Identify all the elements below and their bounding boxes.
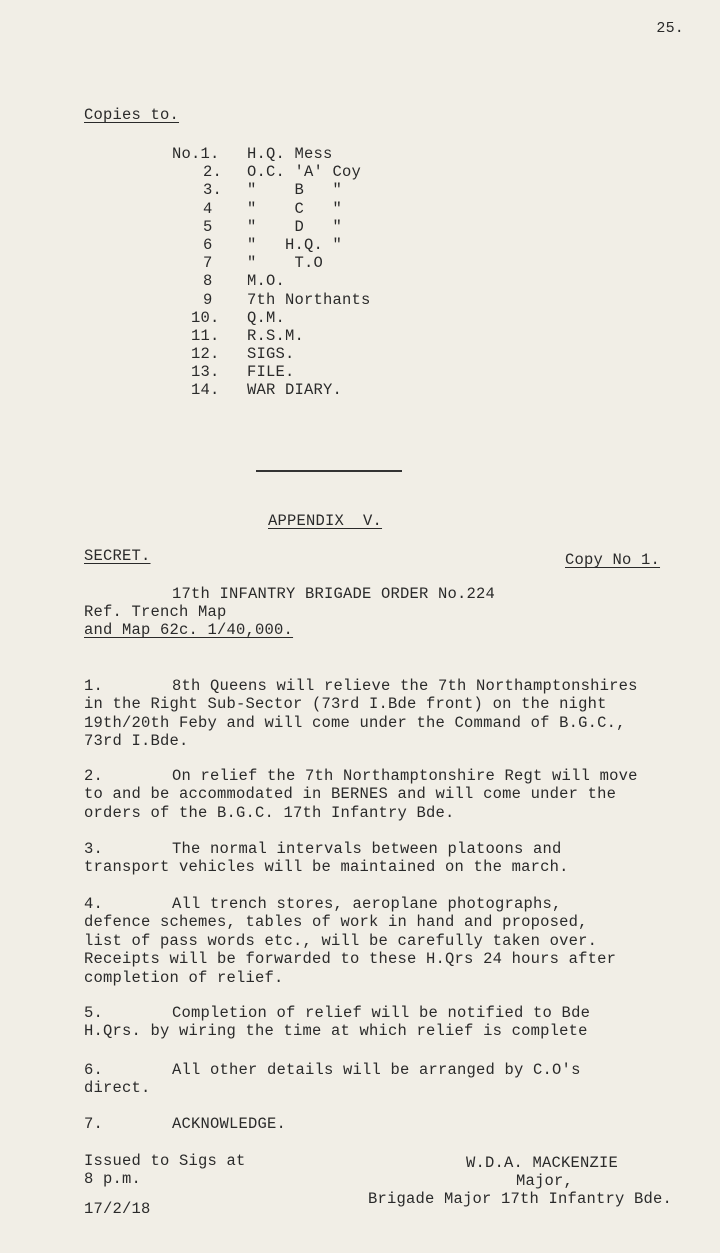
paragraph-number: 4. xyxy=(84,895,104,913)
paragraph-line: ACKNOWLEDGE. xyxy=(172,1115,287,1133)
copy-number: 13. xyxy=(191,363,220,382)
paragraph-number: 2. xyxy=(84,767,104,785)
copy-number: 9 xyxy=(203,290,213,309)
copy-number: 3. xyxy=(203,181,223,200)
paragraph-number: 1. xyxy=(84,677,104,695)
paragraph-line: defence schemes, tables of work in hand and proposed, xyxy=(84,913,588,932)
copies-heading: Copies to. xyxy=(84,106,180,124)
section-divider xyxy=(256,470,402,472)
copy-number: 4 xyxy=(203,199,213,218)
copy-number: 10. xyxy=(191,308,220,327)
paragraph-line: H.Qrs. by wiring the time at which relief is complete xyxy=(84,1022,588,1041)
paragraph-line: in the Right Sub-Sector (73rd I.Bde front) on the night xyxy=(84,695,607,714)
page-number: 25. xyxy=(656,20,684,37)
order-paragraph-1 xyxy=(84,677,714,751)
copy-recipient: H.Q. Mess xyxy=(247,145,333,163)
order-paragraph-3 xyxy=(84,840,714,877)
copy-number: 7 xyxy=(203,254,213,273)
copy-number: 6 xyxy=(203,235,213,254)
paragraph-line: On relief the 7th Northamptonshire Regt will move xyxy=(172,767,638,785)
paragraph-line: Completion of relief will be notified to Bde xyxy=(172,1004,591,1022)
map-reference-line-2: and Map 62c. 1/40,000. xyxy=(84,621,294,639)
classification-label: SECRET. xyxy=(84,547,151,565)
copy-recipient: R.S.M. xyxy=(247,326,305,345)
order-paragraph-4 xyxy=(84,895,714,987)
paragraph-line: completion of relief. xyxy=(84,968,284,987)
paragraph-line: to and be accommodated in BERNES and will come under the xyxy=(84,785,617,804)
paragraph-number: 3. xyxy=(84,840,104,858)
paragraph-line: transport vehicles will be maintained on the march. xyxy=(84,858,569,877)
map-reference-line-1: Ref. Trench Map xyxy=(84,603,227,621)
copy-recipient: " H.Q. " xyxy=(247,235,343,254)
copy-recipient: FILE. xyxy=(247,363,295,382)
issue-date: 17/2/18 xyxy=(84,1200,151,1218)
signatory-title: Brigade Major 17th Infantry Bde. xyxy=(368,1190,673,1208)
issued-to-line: Issued to Sigs at xyxy=(84,1152,246,1170)
copy-recipient: SIGS. xyxy=(247,345,295,364)
copy-number: 11. xyxy=(191,326,220,345)
signatory-name: W.D.A. MACKENZIE xyxy=(466,1154,619,1172)
order-paragraph-5 xyxy=(84,1004,714,1041)
order-title: 17th INFANTRY BRIGADE ORDER No.224 xyxy=(172,585,496,603)
copy-number: 5 xyxy=(203,217,213,236)
paragraph-number: 6. xyxy=(84,1061,104,1079)
copy-recipient: " B " xyxy=(247,181,343,200)
paragraph-line: 8th Queens will relieve the 7th Northamptonshires xyxy=(172,677,638,695)
copy-recipient: " T.O xyxy=(247,254,324,273)
paragraph-line: 73rd I.Bde. xyxy=(84,732,189,751)
paragraph-line: All other details will be arranged by C.O's xyxy=(172,1061,581,1079)
paragraph-number: 7. xyxy=(84,1115,104,1133)
copy-number: 8 xyxy=(203,272,213,291)
paragraph-line: All trench stores, aeroplane photographs, xyxy=(172,895,562,913)
copy-recipient: M.O. xyxy=(247,272,286,291)
order-paragraph-7 xyxy=(84,1115,714,1133)
signatory-rank: Major, xyxy=(516,1172,574,1190)
paragraph-line: list of pass words etc., will be carefully taken over. xyxy=(84,931,598,950)
appendix-title: APPENDIX V. xyxy=(268,512,383,530)
issued-time: 8 p.m. xyxy=(84,1170,142,1188)
paragraph-line: The normal intervals between platoons and xyxy=(172,840,562,858)
copy-number: No.1. xyxy=(172,145,220,163)
copy-recipient: Q.M. xyxy=(247,308,286,327)
copy-recipient: " C " xyxy=(247,199,343,218)
copy-number: 2. xyxy=(203,163,223,182)
copy-number: 14. xyxy=(191,381,220,400)
copy-recipient: WAR DIARY. xyxy=(247,381,343,400)
copy-recipient: 7th Northants xyxy=(247,290,371,309)
paragraph-line: 19th/20th Feby and will come under the Command of B.G.C., xyxy=(84,713,626,732)
paragraph-line: direct. xyxy=(84,1079,151,1098)
order-paragraph-2 xyxy=(84,767,714,822)
paragraph-line: orders of the B.G.C. 17th Infantry Bde. xyxy=(84,803,455,822)
paragraph-number: 5. xyxy=(84,1004,104,1022)
copy-number-label: Copy No 1. xyxy=(565,551,661,569)
order-paragraph-6 xyxy=(84,1061,714,1098)
copy-number: 12. xyxy=(191,345,220,364)
paragraph-line: Receipts will be forwarded to these H.Qrs 24 hours after xyxy=(84,950,617,969)
copy-recipient: " D " xyxy=(247,217,343,236)
copy-recipient: O.C. 'A' Coy xyxy=(247,163,362,182)
